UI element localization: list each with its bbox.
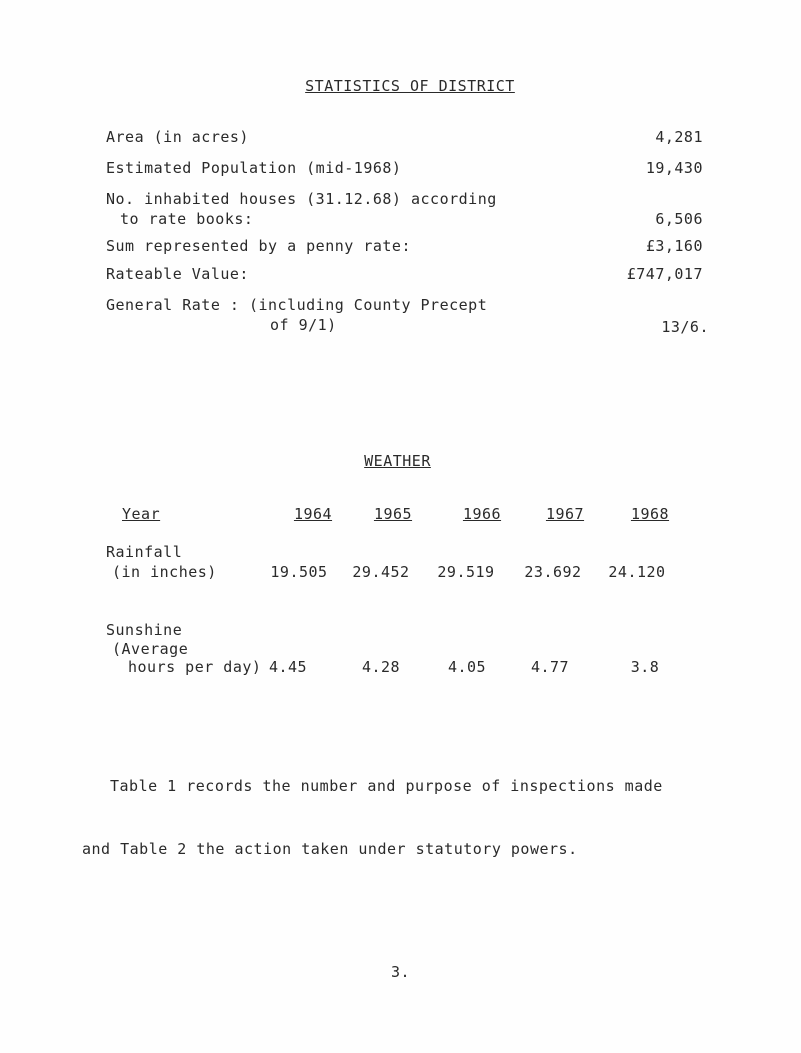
- stat-label-population: Estimated Population (mid-1968): [106, 159, 402, 177]
- page-number: 3.: [390, 963, 411, 981]
- year-1968: 1968: [630, 505, 670, 523]
- stat-label-penny-rate: Sum represented by a penny rate:: [106, 237, 411, 255]
- rainfall-1965: 29.452: [352, 563, 410, 581]
- paragraph-line-2: and Table 2 the action taken under statutory powers.: [82, 840, 578, 858]
- year-1967: 1967: [545, 505, 585, 523]
- stat-label-general-rate-cont: of 9/1): [270, 316, 337, 334]
- rainfall-label: Rainfall: [106, 543, 183, 561]
- sunshine-1966: 4.05: [447, 658, 487, 676]
- year-1964: 1964: [293, 505, 333, 523]
- stat-value-houses: 6,506: [655, 210, 703, 228]
- stat-label-area: Area (in acres): [106, 128, 249, 146]
- rainfall-1966: 29.519: [437, 563, 495, 581]
- sunshine-1964: 4.45: [268, 658, 308, 676]
- stat-value-general-rate: 13/6.: [661, 318, 709, 336]
- sunshine-label: Sunshine: [106, 621, 183, 639]
- paragraph-line-1: Table 1 records the number and purpose of inspections made: [110, 777, 663, 795]
- stat-value-population: 19,430: [645, 159, 703, 177]
- sunshine-1968: 3.8: [630, 658, 660, 676]
- sunshine-1967: 4.77: [530, 658, 570, 676]
- stat-value-rateable-value: £747,017: [626, 265, 703, 283]
- stat-label-houses: No. inhabited houses (31.12.68) according: [106, 190, 497, 208]
- rainfall-unit-label: (in inches): [112, 563, 217, 581]
- sunshine-sub-label: (Average: [112, 640, 189, 658]
- rainfall-1964: 19.505: [270, 563, 328, 581]
- year-header: Year: [122, 505, 161, 523]
- stat-label-general-rate: General Rate : (including County Precept: [106, 296, 488, 314]
- sunshine-unit-label: hours per day): [128, 658, 262, 676]
- stat-label-rateable-value: Rateable Value:: [106, 265, 249, 283]
- stat-value-penny-rate: £3,160: [645, 237, 703, 255]
- stat-value-area: 4,281: [655, 128, 703, 146]
- rainfall-1967: 23.692: [524, 563, 582, 581]
- sunshine-1965: 4.28: [361, 658, 401, 676]
- body-paragraph: [82, 734, 663, 881]
- year-1966: 1966: [462, 505, 502, 523]
- rainfall-1968: 24.120: [608, 563, 666, 581]
- year-1965: 1965: [373, 505, 413, 523]
- stat-label-houses-cont: to rate books:: [120, 210, 254, 228]
- weather-heading: WEATHER: [364, 452, 431, 470]
- page-title: STATISTICS OF DISTRICT: [305, 77, 515, 95]
